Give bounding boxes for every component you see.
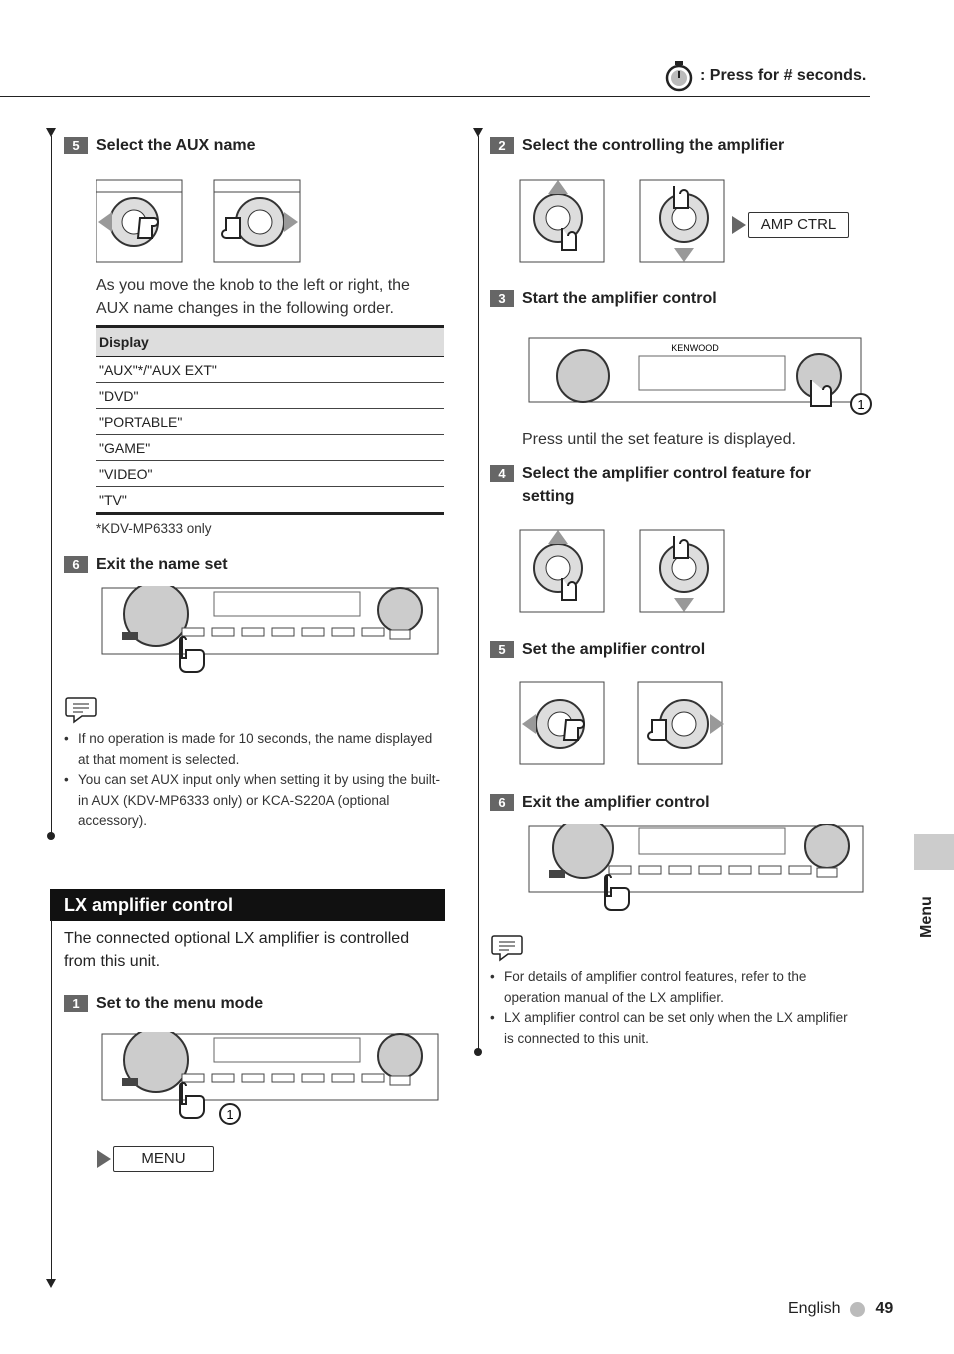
section-description: The connected optional LX amplifier is controlled from this unit. [64,930,410,970]
step-5-set-control [490,638,705,661]
step-5-select-aux [64,134,255,157]
side-tab-label: Menu [918,896,935,938]
step-title: Select the AUX name [96,137,256,154]
press-until-text: Press until the set feature is displayed. [522,431,796,448]
step-3-start-control [490,287,717,310]
table-row: "PORTABLE" [96,409,444,435]
table-row: "VIDEO" [96,461,444,487]
step-title: Exit the amplifier control [522,794,710,811]
step-title: Set to the menu mode [96,995,264,1012]
step-6-exit-control [490,791,710,814]
head-unit-illustration [100,1032,440,1128]
step-number: 3 [490,290,514,307]
result-arrow [97,1150,111,1168]
list-item: • You can set AUX input only when setting it by using the built-in AUX (KDV-MP6333 only) or KCA-S220A (optional accessory). [64,770,444,832]
step-number: 4 [490,465,514,482]
amp-ctrl-display: AMP CTRL [748,212,849,238]
table-row: "TV" [96,487,444,514]
head-unit-front-illustration [527,336,877,418]
footer-language: English [788,1300,841,1317]
press-count-badge: 1 [226,1107,234,1122]
step-number: 6 [64,556,88,573]
press-count-badge: 1 [857,397,865,412]
head-unit-illustration [100,586,440,678]
left-notes-list [64,729,444,832]
list-item: • If no operation is made for 10 seconds, the name displayed at that moment is selected. [64,729,444,770]
head-unit-illustration [527,824,867,916]
result-arrow [732,216,746,234]
step-6-exit-name-set [64,553,228,576]
section-title: LX amplifier control [50,889,445,921]
footnote: *KDV-MP6333 only [96,521,212,536]
step-number: 1 [64,995,88,1012]
flow-end-arrow [46,1279,56,1288]
aux-name-table [96,325,444,515]
flow-end-dot [474,1048,482,1056]
step-title: Start the amplifier control [522,290,717,307]
table-row: "DVD" [96,383,444,409]
list-item: • For details of amplifier control features, refer to the operation manual of the LX amplifier. [490,967,850,1008]
step-title: Set the amplifier control [522,641,706,658]
flow-line [51,920,52,1280]
stopwatch-icon [664,60,694,92]
step-title: Exit the name set [96,556,228,573]
aux-description: As you move the knob to the left or right, the AUX name changes in the following order. [96,277,410,317]
flow-end-dot [47,832,55,840]
list-item: • LX amplifier control can be set only when the LX amplifier is connected to this unit. [490,1008,850,1049]
step-4-select-feature [490,462,850,508]
right-notes-list [490,967,850,1049]
menu-display: MENU [113,1146,214,1172]
header-press-legend [664,60,874,92]
table-row: "AUX"*/"AUX EXT" [96,357,444,383]
table-row: "GAME" [96,435,444,461]
knob-left-right-illustration [96,178,306,264]
note-icon [490,932,524,962]
table-header: Display [96,327,444,357]
step-number: 5 [64,137,88,154]
step-title: Select the controlling the amplifier [522,137,785,154]
page-number: 49 [875,1300,894,1317]
step-number: 6 [490,794,514,811]
flow-line [51,136,52,834]
page-footer [788,1300,893,1318]
side-tab [914,834,954,870]
flow-line [478,136,479,1050]
step-number: 5 [490,641,514,658]
note-icon [64,694,98,724]
step-2-select-controlling [490,134,784,157]
knob-up-down-illustration [518,528,728,614]
press-legend-text: : Press for # seconds. [700,67,867,84]
knob-up-down-illustration [518,178,728,264]
footer-dot [850,1302,865,1317]
step-number: 2 [490,137,514,154]
step-title: Select the amplifier control feature for setting [522,465,811,505]
knob-left-right-illustration [518,680,728,766]
step-1-menu-mode [64,992,263,1015]
brand-logo: KENWOOD [671,343,719,353]
header-rule [0,96,870,97]
